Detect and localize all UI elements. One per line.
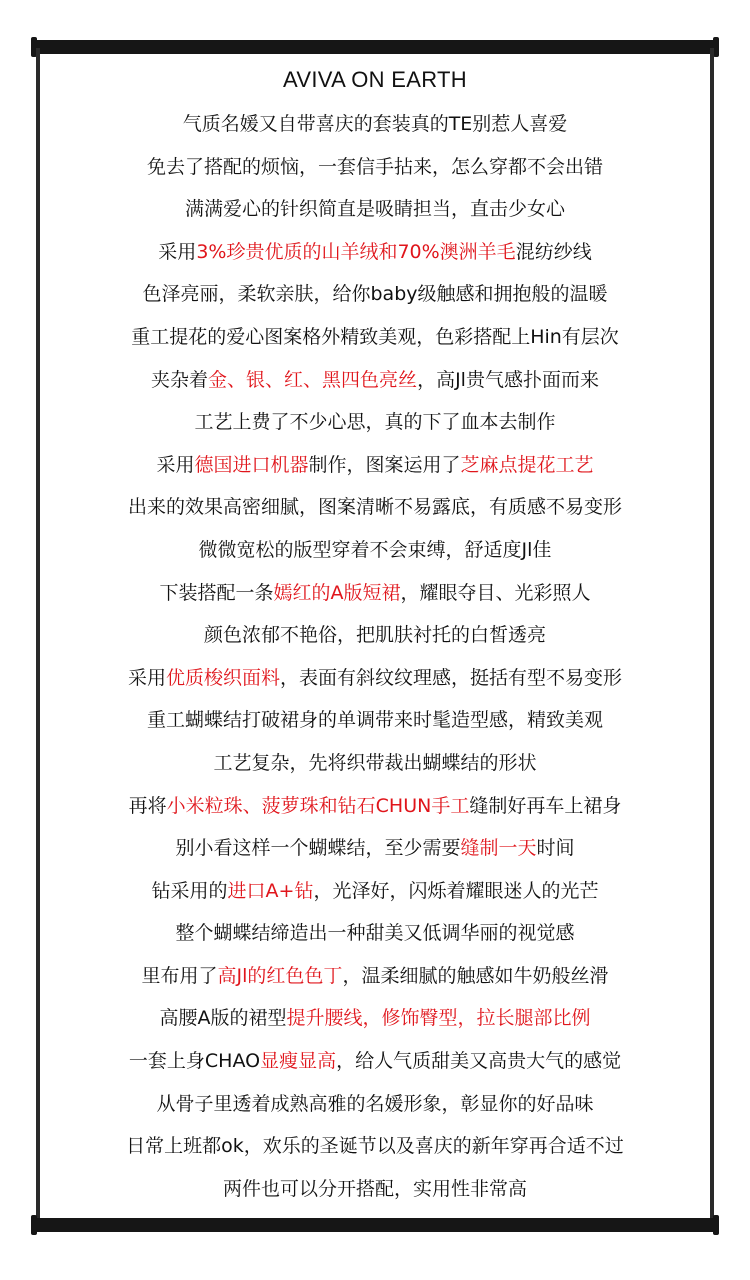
description-line	[50, 997, 700, 1040]
page-title: AVIVA ON EARTH	[283, 67, 467, 92]
line-text: 采用	[156, 453, 195, 476]
description-line	[50, 231, 700, 274]
highlighted-text: 小米粒珠、菠萝珠和钻石CHUN手工	[166, 794, 470, 817]
description-line	[50, 188, 700, 231]
highlighted-text: 提升腰线，修饰臀型，拉长腿部比例	[286, 1007, 591, 1030]
highlighted-text: 优质梭织面料	[165, 666, 280, 689]
line-text: 免去了搭配的烦恼，一套信手拈来，怎么穿都不会出错	[146, 155, 603, 178]
line-text: 气质名媛又自带喜庆的套装真的TE别惹人喜爱	[182, 113, 568, 135]
line-text: 缝制好再车上裙身	[469, 794, 622, 817]
line-text: 钻采用的	[151, 879, 228, 902]
line-text: 微微宽松的版型穿着不会束缚，舒适度Jl佳	[198, 538, 552, 561]
line-text: 制作，图案运用了	[308, 453, 461, 476]
description-line	[50, 614, 700, 657]
highlighted-text: 高Jl的红色色丁	[217, 964, 343, 987]
description-line	[50, 273, 700, 316]
description-line	[50, 529, 700, 572]
highlighted-text: 金、银、红、黑四色亮丝	[208, 368, 418, 391]
scroll-right-edge	[710, 48, 714, 1226]
description-line	[50, 486, 700, 529]
line-text: 整个蝴蝶结缔造出一种甜美又低调华丽的视觉感	[175, 922, 575, 945]
description-line	[50, 1125, 700, 1168]
line-text: 里布用了	[141, 964, 218, 987]
line-text: 夹杂着	[151, 368, 209, 391]
description-line	[50, 785, 700, 828]
description-line	[50, 955, 700, 998]
line-text: ，表面有斜纹纹理感，挺括有型不易变形	[280, 666, 623, 689]
description-line	[50, 572, 700, 615]
line-text: ，高Jl贵气感扑面而来	[417, 368, 599, 391]
description-line	[50, 1083, 700, 1126]
line-text: ，耀眼夺目、光彩照人	[400, 581, 591, 604]
scroll-top-rod	[34, 40, 716, 54]
line-text: 别小看这样一个蝴蝶结，至少需要	[175, 837, 461, 860]
description-line	[50, 657, 700, 700]
line-text: 工艺上费了不少心思，真的下了血本去制作	[194, 411, 556, 434]
description-line	[50, 1040, 700, 1083]
line-text: 重工蝴蝶结打破裙身的单调带来时髦造型感，精致美观	[146, 709, 603, 732]
line-text: 混纺纱线	[515, 240, 592, 263]
description-line	[50, 827, 700, 870]
line-text: 工艺复杂，先将织带裁出蝴蝶结的形状	[213, 751, 537, 774]
scroll-bottom-rod	[34, 1218, 716, 1232]
highlighted-text: 缝制一天	[460, 837, 537, 860]
product-description	[50, 58, 700, 1210]
highlighted-text: 3%珍贵优质的山羊绒和70%澳洲羊毛	[196, 240, 516, 263]
description-line	[50, 912, 700, 955]
highlighted-text: 嫣红的A版短裙	[273, 581, 401, 604]
description-line	[50, 359, 700, 402]
line-text: 时间	[536, 837, 575, 860]
line-text: 出来的效果高密细腻，图案清晰不易露底，有质感不易变形	[127, 496, 622, 519]
description-line	[50, 870, 700, 913]
line-text: 色泽亮丽，柔软亲肤，给你baby级触感和拥抱般的温暖	[142, 283, 608, 306]
description-line	[50, 699, 700, 742]
description-line	[50, 1168, 700, 1211]
line-text: 再将	[128, 794, 167, 817]
line-text: 采用	[158, 240, 197, 263]
line-text: 从骨子里透着成熟高雅的名媛形象，彰显你的好品味	[156, 1092, 594, 1115]
line-text: 一套上身CHAO	[128, 1050, 261, 1073]
scroll-rod-cap	[31, 1215, 37, 1235]
line-text: ，给人气质甜美又高贵大气的感觉	[336, 1050, 622, 1073]
scroll-rod-cap	[713, 1215, 719, 1235]
description-line	[50, 146, 700, 189]
line-text: 高腰A版的裙型	[159, 1007, 287, 1030]
scroll-left-edge	[36, 48, 40, 1226]
description-line	[50, 742, 700, 785]
line-text: 两件也可以分开搭配，实用性非常高	[222, 1177, 527, 1200]
highlighted-text: 德国进口机器	[194, 453, 309, 476]
line-text: 下装搭配一条	[159, 581, 274, 604]
highlighted-text: 进口A+钻	[227, 879, 314, 902]
line-text: 采用	[127, 666, 166, 689]
highlighted-text: 显瘦显高	[260, 1050, 337, 1073]
description-line	[50, 316, 700, 359]
line-text: 颜色浓郁不艳俗，把肌肤衬托的白皙透亮	[203, 624, 546, 647]
line-text: 满满爱心的针织简直是吸睛担当，直击少女心	[184, 198, 565, 221]
description-line	[50, 444, 700, 487]
line-text: 重工提花的爱心图案格外精致美观，色彩搭配上Hin有层次	[131, 325, 619, 348]
highlighted-text: 芝麻点提花工艺	[460, 453, 594, 476]
line-text: ，光泽好，闪烁着耀眼迷人的光芒	[313, 879, 599, 902]
line-text: 日常上班都ok，欢乐的圣诞节以及喜庆的新年穿再合适不过	[126, 1135, 624, 1158]
description-line	[50, 103, 700, 146]
line-text: ，温柔细腻的触感如牛奶般丝滑	[342, 964, 609, 987]
description-line	[50, 401, 700, 444]
description-lines	[50, 103, 700, 1210]
